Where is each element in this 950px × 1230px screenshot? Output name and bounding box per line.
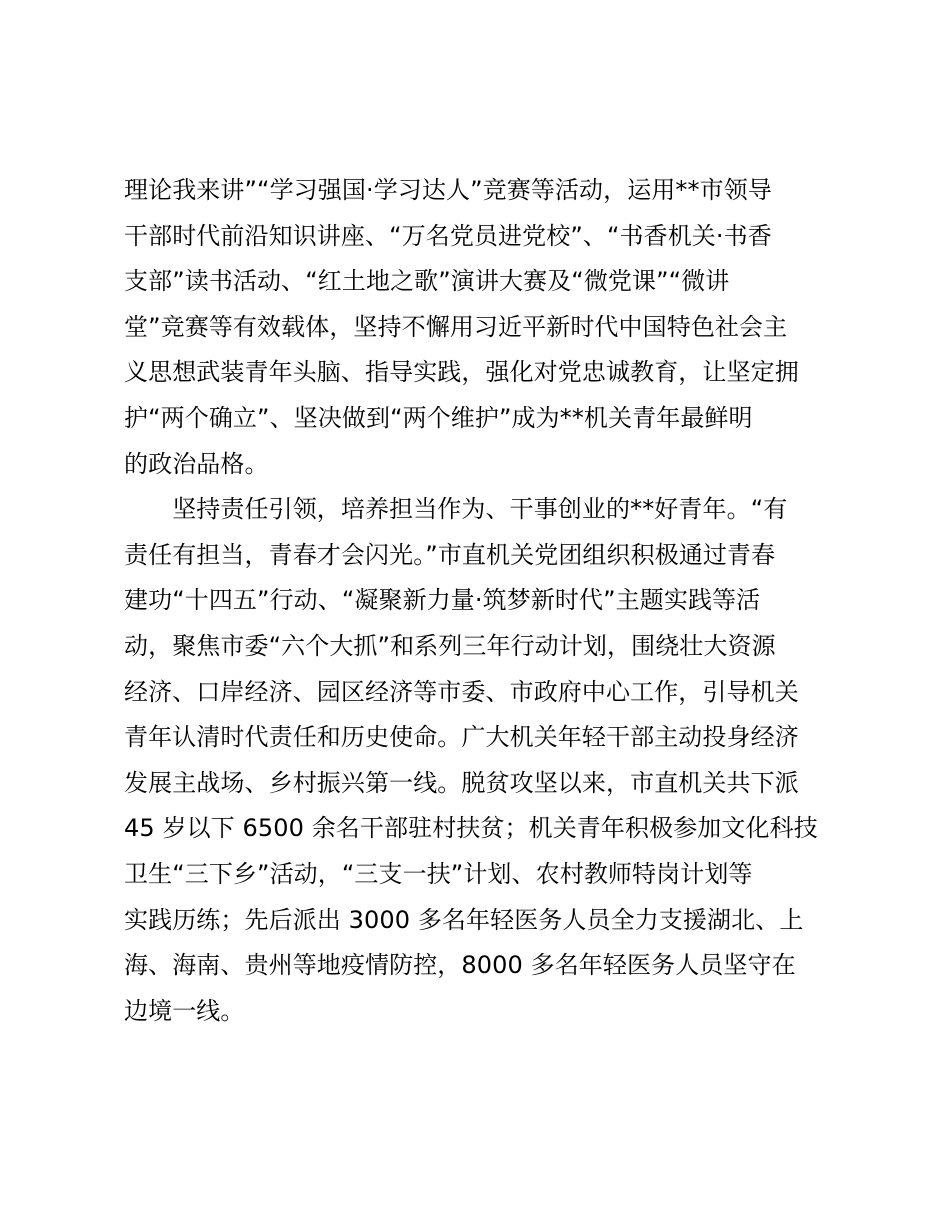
text-line: 护“两个确立”、坚决做到“两个维护”成为**机关青年最鲜明	[124, 403, 753, 432]
text-line: 发展主战场、乡村振兴第一线。脱贫攻坚以来，市直机关共下派	[124, 768, 799, 797]
text-line: 责任有担当，青春才会闪光。”市直机关党团组织积极通过青春	[124, 540, 776, 569]
text-line: 支部”读书活动、“红土地之歌”演讲大赛及“微党课”“微讲	[124, 267, 730, 296]
text-line: 建功“十四五”行动、“凝聚新力量·筑梦新时代”主题实践等活	[124, 586, 761, 615]
text-line: 实践历练；先后派出 3000 多名年轻医务人员全力支援湖北、上	[124, 905, 804, 934]
text-line: 经济、口岸经济、园区经济等市委、市政府中心工作，引导机关	[124, 677, 799, 706]
text-line: 堂”竞赛等有效载体，坚持不懈用习近平新时代中国特色社会主	[124, 312, 788, 341]
body-text	[124, 168, 834, 1034]
text-line: 45 岁以下 6500 余名干部驻村扶贫；机关青年积极参加文化科技	[124, 814, 818, 843]
text-line: 义思想武装青年头脑、指导实践，强化对党忠诚教育，让坚定拥	[124, 358, 799, 387]
text-line: 海、海南、贵州等地疫情防控，8000 多名年轻医务人员坚守在	[124, 951, 796, 980]
text-line: 边境一线。	[124, 996, 245, 1025]
text-line: 坚持责任引领，培养担当作为、干事创业的**好青年。“有	[124, 495, 788, 524]
text-line: 的政治品格。	[124, 449, 269, 478]
text-line: 青年认清时代责任和历史使命。广大机关年轻干部主动投身经济	[124, 723, 799, 752]
text-line: 理论我来讲”“学习强国·学习达人”竞赛等活动，运用**市领导	[124, 176, 772, 204]
text-line: 动，聚焦市委“六个大抓”和系列三年行动计划，围绕壮大资源	[124, 631, 776, 660]
text-line: 卫生“三下乡”活动，“三支一扶”计划、农村教师特岗计划等	[124, 859, 753, 888]
text-line: 干部时代前沿知识讲座、“万名党员进党校”、“书香机关·书香	[124, 221, 772, 250]
